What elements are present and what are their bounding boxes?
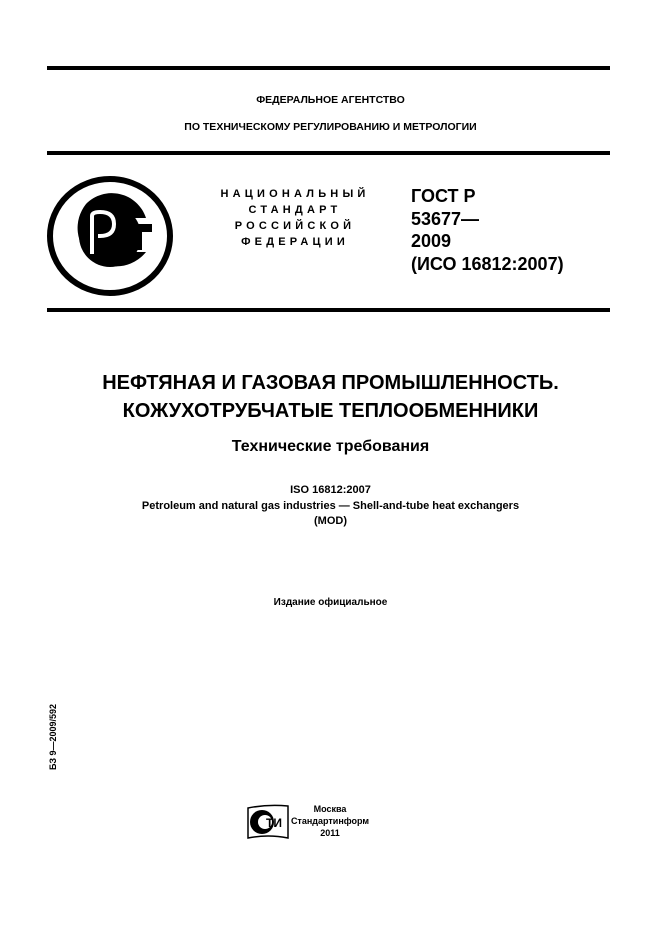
header-rule bbox=[47, 151, 610, 155]
publisher-info bbox=[290, 803, 370, 839]
agency-line-1: ФЕДЕРАЛЬНОЕ АГЕНТСТВО bbox=[256, 94, 405, 106]
national-line: НАЦИОНАЛЬНЫЙ bbox=[220, 188, 370, 200]
svg-text:ТИ: ТИ bbox=[266, 816, 282, 830]
national-line: ФЕДЕРАЦИИ bbox=[241, 236, 349, 248]
document-subtitle: Технические требования bbox=[231, 438, 430, 455]
iso-title: Petroleum and natural gas industries — Shell-and-tube heat exchangers bbox=[141, 499, 520, 512]
standartinform-logo-icon bbox=[246, 804, 290, 840]
block-rule bbox=[47, 308, 610, 312]
publisher-year: 2011 bbox=[320, 828, 340, 838]
national-standard-label bbox=[200, 186, 390, 250]
gost-line: ГОСТ Р bbox=[411, 186, 476, 206]
publisher-name: Стандартинформ bbox=[290, 816, 370, 826]
side-code: БЗ 9—2009/592 bbox=[48, 703, 58, 770]
gost-number bbox=[411, 185, 564, 275]
gost-line: 53677— bbox=[411, 208, 480, 229]
national-line: РОССИЙСКОЙ bbox=[234, 220, 356, 232]
iso-code: ISO 16812:2007 bbox=[290, 484, 371, 496]
iso-reference bbox=[0, 483, 661, 530]
top-rule bbox=[47, 66, 610, 70]
gost-line: 2009 bbox=[411, 231, 452, 251]
iso-mod: (MOD) bbox=[314, 515, 347, 527]
gost-line: (ИСО 16812:2007) bbox=[411, 253, 564, 274]
agency-line-2: ПО ТЕХНИЧЕСКОМУ РЕГУЛИРОВАНИЮ И МЕТРОЛОГИИ bbox=[184, 121, 477, 133]
edition-label: Издание официальное bbox=[273, 597, 388, 608]
publisher-city: Москва bbox=[313, 804, 347, 814]
rst-logo-icon bbox=[46, 174, 174, 298]
national-line: СТАНДАРТ bbox=[248, 204, 342, 216]
title-line: КОЖУХОТРУБЧАТЫЕ ТЕПЛООБМЕННИКИ bbox=[122, 400, 539, 422]
title-line: НЕФТЯНАЯ И ГАЗОВАЯ ПРОМЫШЛЕННОСТЬ. bbox=[102, 372, 559, 394]
document-title bbox=[0, 369, 661, 425]
